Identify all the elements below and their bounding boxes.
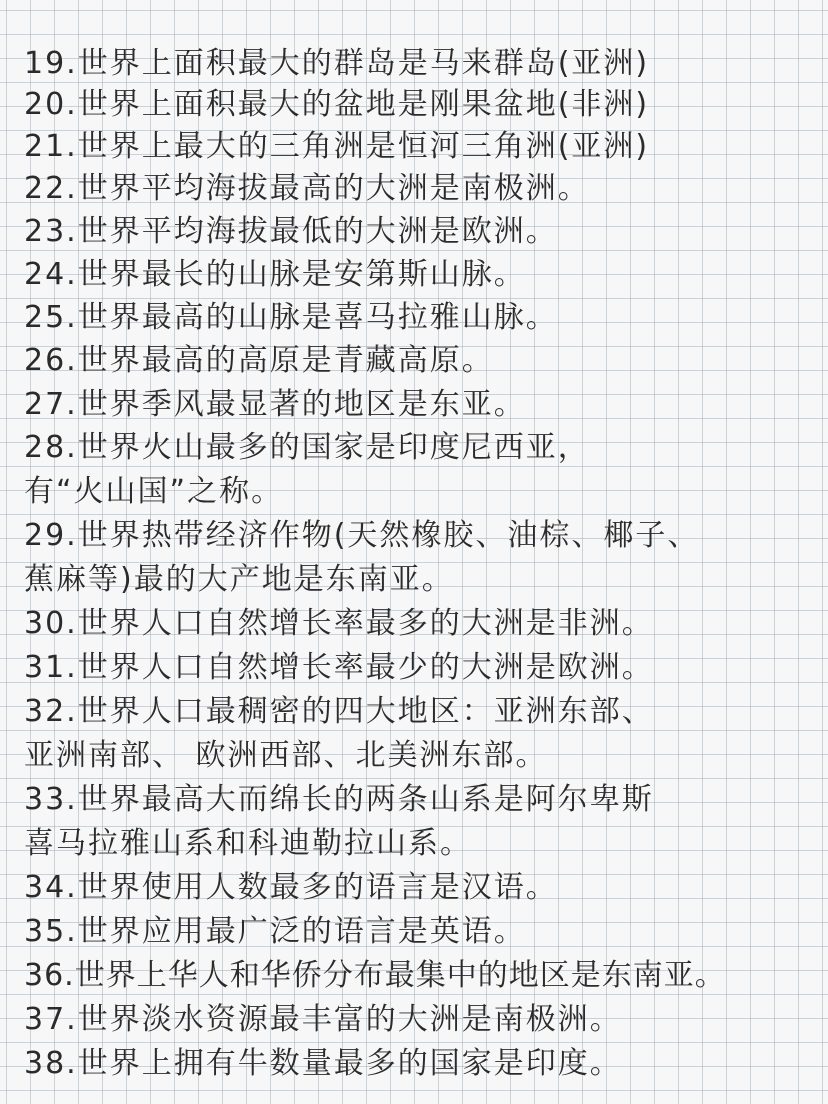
note-line-28-continued: 有“火山国”之称。 — [24, 474, 284, 509]
note-line-25: 25.世界最高的山脉是喜马拉雅山脉。 — [24, 300, 558, 335]
note-line-24: 24.世界最长的山脉是安第斯山脉。 — [24, 257, 526, 292]
note-line-31: 31.世界人口自然增长率最少的大洲是欧洲。 — [24, 650, 654, 685]
note-line-23: 23.世界平均海拔最低的大洲是欧洲。 — [24, 214, 558, 249]
note-line-35: 35.世界应用最广泛的语言是英语。 — [24, 914, 526, 949]
note-line-19: 19.世界上面积最大的群岛是马来群岛(亚洲) — [24, 46, 650, 81]
note-line-37: 37.世界淡水资源最丰富的大洲是南极洲。 — [24, 1002, 622, 1037]
note-line-33-continued: 喜马拉雅山系和科迪勒拉山系。 — [24, 826, 472, 861]
note-line-27: 27.世界季风最显著的地区是东亚。 — [24, 387, 526, 422]
note-line-32: 32.世界人口最稠密的四大地区：亚洲东部、 — [24, 694, 654, 729]
note-line-28: 28.世界火山最多的国家是印度尼西亚， — [24, 430, 590, 465]
note-line-29: 29.世界热带经济作物(天然橡胶、油棕、椰子、 — [24, 518, 700, 553]
note-line-33: 33.世界最高大而绵长的两条山系是阿尔卑斯 — [24, 782, 654, 817]
note-line-20: 20.世界上面积最大的盆地是刚果盆地(非洲) — [24, 87, 650, 122]
note-line-36: 36.世界上华人和华侨分布最集中的地区是东南亚。 — [24, 958, 726, 993]
note-line-26: 26.世界最高的高原是青藏高原。 — [24, 343, 494, 378]
note-line-38: 38.世界上拥有牛数量最多的国家是印度。 — [24, 1046, 622, 1081]
note-line-22: 22.世界平均海拔最高的大洲是南极洲。 — [24, 171, 590, 206]
note-line-32-continued: 亚洲南部、 欧洲西部、北美洲东部。 — [24, 738, 548, 773]
note-line-30: 30.世界人口自然增长率最多的大洲是非洲。 — [24, 606, 654, 641]
note-line-29-continued: 蕉麻等)最的大产地是东南亚。 — [24, 562, 454, 597]
note-line-34: 34.世界使用人数最多的语言是汉语。 — [24, 870, 558, 905]
note-line-21: 21.世界上最大的三角洲是恒河三角洲(亚洲) — [24, 129, 650, 164]
